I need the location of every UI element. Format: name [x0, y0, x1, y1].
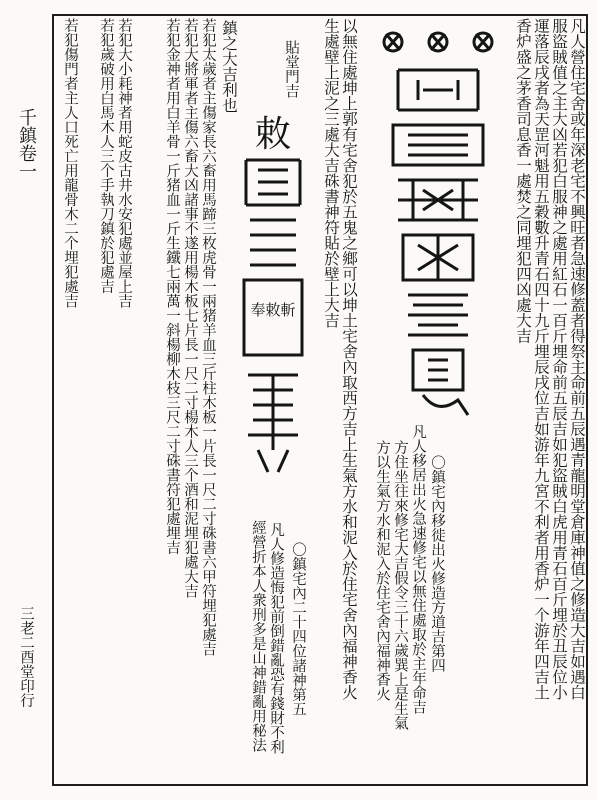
margin-printer: 三老二酉堂印行: [18, 606, 34, 708]
text-column-7b: 凡人移居出火急速修宅以無住處取於主年命吉: [410, 424, 426, 714]
text-column-8c: 經營折本人衆刑多是山神錯亂用秘法: [250, 520, 266, 752]
text-column-2: 服盜賊值之主大凶若犯白服神之處用紅石一百斤埋命前五辰吉如犯盜賊白虎用青石百斤埋於丑辰位小: [550, 18, 568, 700]
talisman-right: [368, 20, 508, 420]
talisman-left: [238, 110, 308, 480]
text-column-9: 鎮之大吉利也: [220, 20, 238, 113]
talisman-body-text: 奉敕斬: [250, 301, 296, 319]
text-column-10: 若犯太歲者主傷家長六畜用馬蹄三枚虎骨一兩猪羊血三斤柱木板一片長一尺二寸硃書六甲符埋犯處吉: [200, 18, 216, 656]
text-column-15: 若犯傷門者主人口死亡用龍骨木二个埋犯處吉: [62, 18, 78, 308]
text-column-3: 運落辰戌者為天罡河魁用五穀數升青石四十九斤埋辰戌位吉如游年九宮不利者用香炉一个游年四吉土: [532, 18, 550, 700]
text-column-7c: 方住坐往來修宅大吉假令三十六歲巽上是生氣: [392, 440, 408, 730]
section-heading-5: 〇鎮宅內二十四位諸神第五: [290, 542, 306, 716]
text-column-11: 若犯大將軍者主傷六畜大凶諸事不遂用楊木板七片長一尺二寸楊木人三个酒和泥埋犯處大吉: [182, 18, 198, 598]
text-column-6: 生處壁上泥之三處大吉硃書神符貼於壁上大吉: [322, 18, 340, 328]
talisman-head-glyph: 敕: [254, 114, 292, 155]
text-column-8b: 凡人修造悔犯前倒錯亂恐有錢財不利: [268, 522, 284, 754]
text-column-4: 香炉盛之茅香司息香一處焚之同埋犯四凶處大吉: [514, 18, 532, 344]
text-column-5: 以無住處坤上郭有宅舍犯於五鬼之鄉可以坤土宅舍內取西方吉上生氣方水和泥入於住宅舍內福神香火: [340, 18, 358, 700]
margin-title: 千鎮卷一: [16, 108, 37, 180]
text-column-14: 若犯歲破用白馬木人三个手執刀鎮於犯處吉: [98, 18, 114, 294]
talisman-label: 貼堂門吉: [283, 40, 299, 98]
text-column-12: 若犯金神者用白羊骨一斤猪血一斤生鐵七兩萬一斜楊柳木枝三尺二寸硃書符犯處埋吉: [164, 18, 180, 555]
text-column-7d: 方以生氣方水和泥入於住宅舍內福神香火: [374, 440, 390, 701]
text-column-1: 凡人營住宅舍或年深老宅不興旺者急速修蓋者得祭主命前五辰遇青龍明堂倉庫神值之修造大吉如遇白: [568, 18, 586, 700]
text-column-13: 若犯大小耗神者用蛇皮古井水安犯處並屋上吉: [116, 18, 132, 308]
section-heading-4: 〇鎮宅內移徙出火修造方道吉第四: [429, 455, 445, 673]
